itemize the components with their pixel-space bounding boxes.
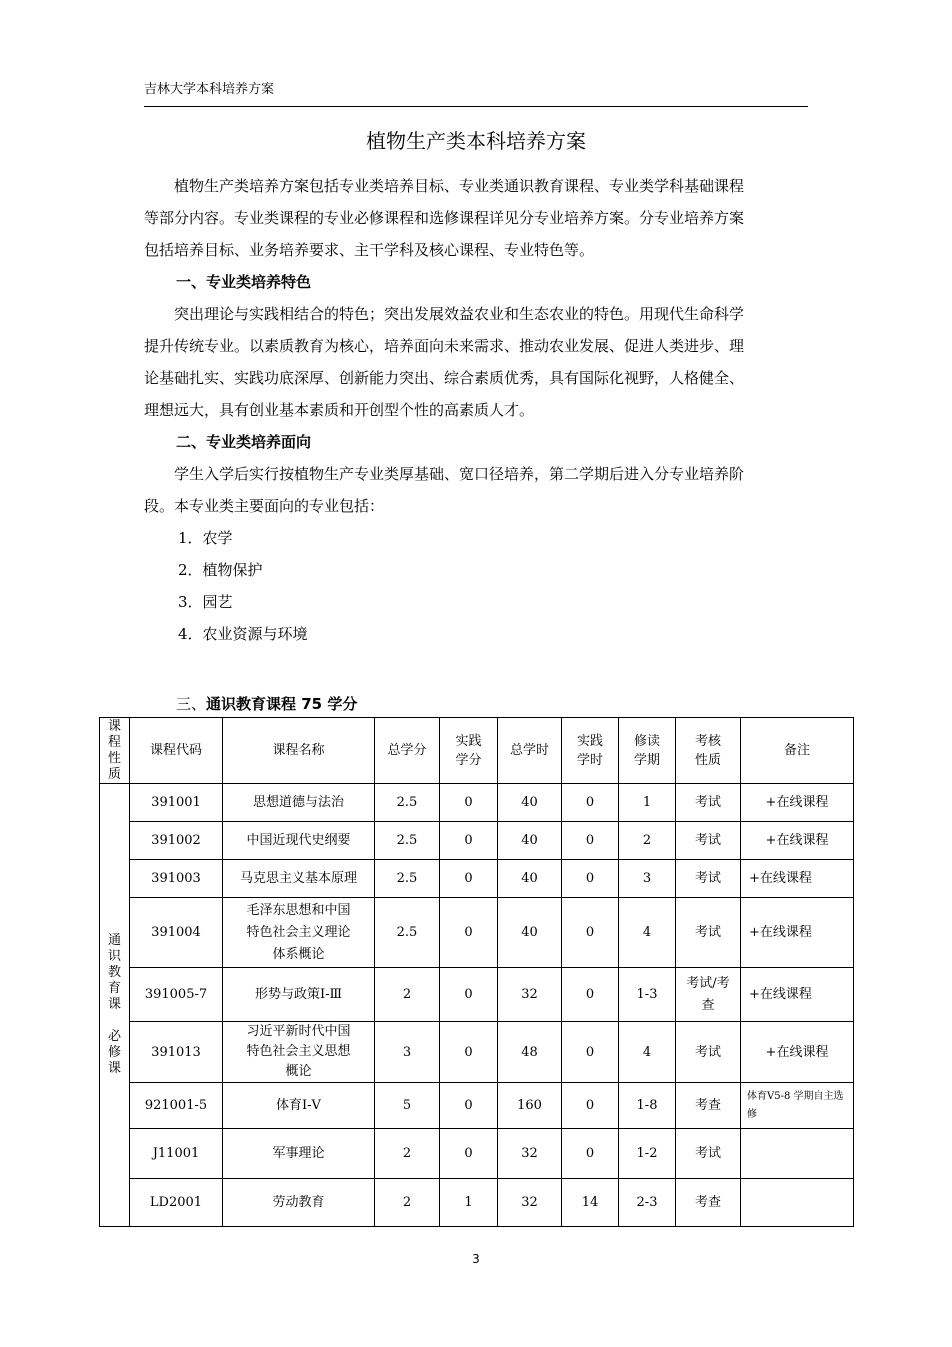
features-line: 提升传统专业。以素质教育为核心，培养面向未来需求、推动农业发展、促进人类进步、理	[144, 337, 745, 355]
course-practice-hours: 0	[562, 822, 619, 860]
features-line: 理想远大，具有创业基本素质和开创型个性的高素质人才。	[144, 401, 535, 419]
course-hours: 32	[498, 1179, 562, 1227]
orientation-line: 学生入学后实行按植物生产专业类厚基础、宽口径培养，第二学期后进入分专业培养阶	[174, 465, 745, 483]
header-semester: 修读学期	[619, 718, 676, 784]
orientation-line: 段。本专业类主要面向的专业包括：	[144, 497, 385, 515]
course-hours: 40	[498, 860, 562, 898]
course-practice-credits: 0	[440, 1022, 498, 1083]
header-practice-hours: 实践学时	[562, 718, 619, 784]
course-note: +在线课程	[741, 822, 854, 860]
course-semester: 4	[619, 1022, 676, 1083]
course-hours: 32	[498, 968, 562, 1022]
course-type-cell	[100, 784, 130, 1227]
section-heading-features: 一、专业类培养特色	[176, 273, 312, 291]
running-header: 吉林大学本科培养方案	[144, 80, 808, 107]
table-row	[100, 784, 854, 822]
course-credits: 3	[375, 1022, 440, 1083]
course-hours: 32	[498, 1129, 562, 1179]
course-hours: 48	[498, 1022, 562, 1083]
course-code: 391005-7	[130, 968, 223, 1022]
table-row	[100, 1022, 854, 1083]
course-practice-credits: 0	[440, 784, 498, 822]
course-assessment: 考查	[676, 1083, 741, 1129]
course-practice-hours: 0	[562, 860, 619, 898]
course-practice-hours: 0	[562, 784, 619, 822]
intro-line: 植物生产类培养方案包括专业类培养目标、专业类通识教育课程、专业类学科基础课程	[174, 177, 745, 195]
course-semester: 2	[619, 822, 676, 860]
features-line: 论基础扎实、实践功底深厚、创新能力突出、综合素质优秀，具有国际化视野，人格健全、	[144, 369, 745, 387]
header-name: 课程名称	[223, 718, 375, 784]
header-code: 课程代码	[130, 718, 223, 784]
course-practice-credits: 0	[440, 860, 498, 898]
course-assessment: 考试	[676, 860, 741, 898]
course-name: 中国近现代史纲要	[223, 822, 375, 860]
course-note: +在线课程	[741, 968, 854, 1022]
course-name: 思想道德与法治	[223, 784, 375, 822]
course-code: 921001-5	[130, 1083, 223, 1129]
course-type-label: 通识教育课	[108, 933, 122, 1012]
course-name: 马克思主义基本原理	[223, 860, 375, 898]
section-heading-text: 通识教育课程 75 学分	[206, 695, 358, 713]
table-header-row	[100, 718, 854, 784]
header-credits: 总学分	[375, 718, 440, 784]
header-note: 备注	[741, 718, 854, 784]
course-practice-credits: 0	[440, 968, 498, 1022]
course-practice-credits: 1	[440, 1179, 498, 1227]
header-hours: 总学时	[498, 718, 562, 784]
course-note	[741, 1179, 854, 1227]
table-row	[100, 1179, 854, 1227]
features-line: 突出理论与实践相结合的特色；突出发展效益农业和生态农业的特色。用现代生命科学	[174, 305, 745, 323]
course-semester: 1	[619, 784, 676, 822]
course-practice-hours: 0	[562, 1129, 619, 1179]
course-credits: 2	[375, 1129, 440, 1179]
course-practice-hours: 14	[562, 1179, 619, 1227]
course-credits: 2.5	[375, 784, 440, 822]
course-semester: 1-8	[619, 1083, 676, 1129]
major-list-item: 4．农业资源与环境	[178, 625, 308, 643]
course-name: 毛泽东思想和中国特色社会主义理论体系概论	[223, 898, 375, 968]
course-assessment: 考查	[676, 1179, 741, 1227]
course-name: 形势与政策Ⅰ-Ⅲ	[223, 968, 375, 1022]
course-credits: 2.5	[375, 860, 440, 898]
features-paragraph	[144, 298, 808, 426]
intro-line: 等部分内容。专业类课程的专业必修课程和选修课程详见分专业培养方案。分专业培养方案	[144, 209, 745, 227]
course-semester: 3	[619, 860, 676, 898]
course-code: 391001	[130, 784, 223, 822]
table-row	[100, 968, 854, 1022]
section-heading-prefix: 三、	[176, 695, 207, 713]
major-list-item: 2．植物保护	[178, 561, 263, 579]
course-semester: 4	[619, 898, 676, 968]
course-semester: 1-3	[619, 968, 676, 1022]
table-row	[100, 822, 854, 860]
major-list-item: 1．农学	[178, 529, 233, 547]
table-row	[100, 898, 854, 968]
course-assessment: 考试	[676, 822, 741, 860]
course-note	[741, 1129, 854, 1179]
course-assessment: 考试/考查	[676, 968, 741, 1022]
course-semester: 2-3	[619, 1179, 676, 1227]
intro-line: 包括培养目标、业务培养要求、主干学科及核心课程、专业特色等。	[144, 241, 595, 259]
table-row	[100, 860, 854, 898]
course-credits: 2.5	[375, 898, 440, 968]
course-code: 391004	[130, 898, 223, 968]
course-type-sublabel: 必修课	[108, 1029, 122, 1076]
major-list-item: 3．园艺	[178, 593, 233, 611]
section-heading-courses	[176, 688, 357, 720]
course-code: LD2001	[130, 1179, 223, 1227]
course-name: 体育Ⅰ-Ⅴ	[223, 1083, 375, 1129]
header-practice-credits: 实践学分	[440, 718, 498, 784]
course-code: 391003	[130, 860, 223, 898]
page-number: 3	[472, 1252, 480, 1266]
course-note: +在线课程	[741, 898, 854, 968]
course-assessment: 考试	[676, 898, 741, 968]
course-code: J11001	[130, 1129, 223, 1179]
course-name: 军事理论	[223, 1129, 375, 1179]
course-credits: 2	[375, 1179, 440, 1227]
course-note: +在线课程	[741, 784, 854, 822]
course-practice-credits: 0	[440, 1129, 498, 1179]
header-type: 课程性质	[100, 718, 130, 784]
course-practice-hours: 0	[562, 968, 619, 1022]
course-hours: 160	[498, 1083, 562, 1129]
page-title: 植物生产类本科培养方案	[366, 129, 586, 153]
course-practice-hours: 0	[562, 1083, 619, 1129]
course-code: 391013	[130, 1022, 223, 1083]
course-assessment: 考试	[676, 784, 741, 822]
course-name: 劳动教育	[223, 1179, 375, 1227]
course-semester: 1-2	[619, 1129, 676, 1179]
course-note: +在线课程	[741, 860, 854, 898]
course-credits: 5	[375, 1083, 440, 1129]
course-code: 391002	[130, 822, 223, 860]
header-assessment: 考核性质	[676, 718, 741, 784]
course-hours: 40	[498, 898, 562, 968]
course-credits: 2	[375, 968, 440, 1022]
orientation-paragraph	[144, 458, 808, 522]
course-credits: 2.5	[375, 822, 440, 860]
intro-paragraph	[144, 170, 808, 266]
course-name: 习近平新时代中国特色社会主义思想概论	[223, 1022, 375, 1083]
course-practice-credits: 0	[440, 822, 498, 860]
course-practice-hours: 0	[562, 898, 619, 968]
course-hours: 40	[498, 822, 562, 860]
course-table	[99, 717, 854, 1227]
course-practice-credits: 0	[440, 898, 498, 968]
course-note: +在线课程	[741, 1022, 854, 1083]
table-row	[100, 1083, 854, 1129]
course-assessment: 考试	[676, 1022, 741, 1083]
section-heading-orientation: 二、专业类培养面向	[176, 433, 312, 451]
course-assessment: 考试	[676, 1129, 741, 1179]
course-hours: 40	[498, 784, 562, 822]
course-practice-hours: 0	[562, 1022, 619, 1083]
course-practice-credits: 0	[440, 1083, 498, 1129]
course-note: 体育Ⅴ5-8 学期自主选修	[741, 1083, 854, 1129]
table-row	[100, 1129, 854, 1179]
